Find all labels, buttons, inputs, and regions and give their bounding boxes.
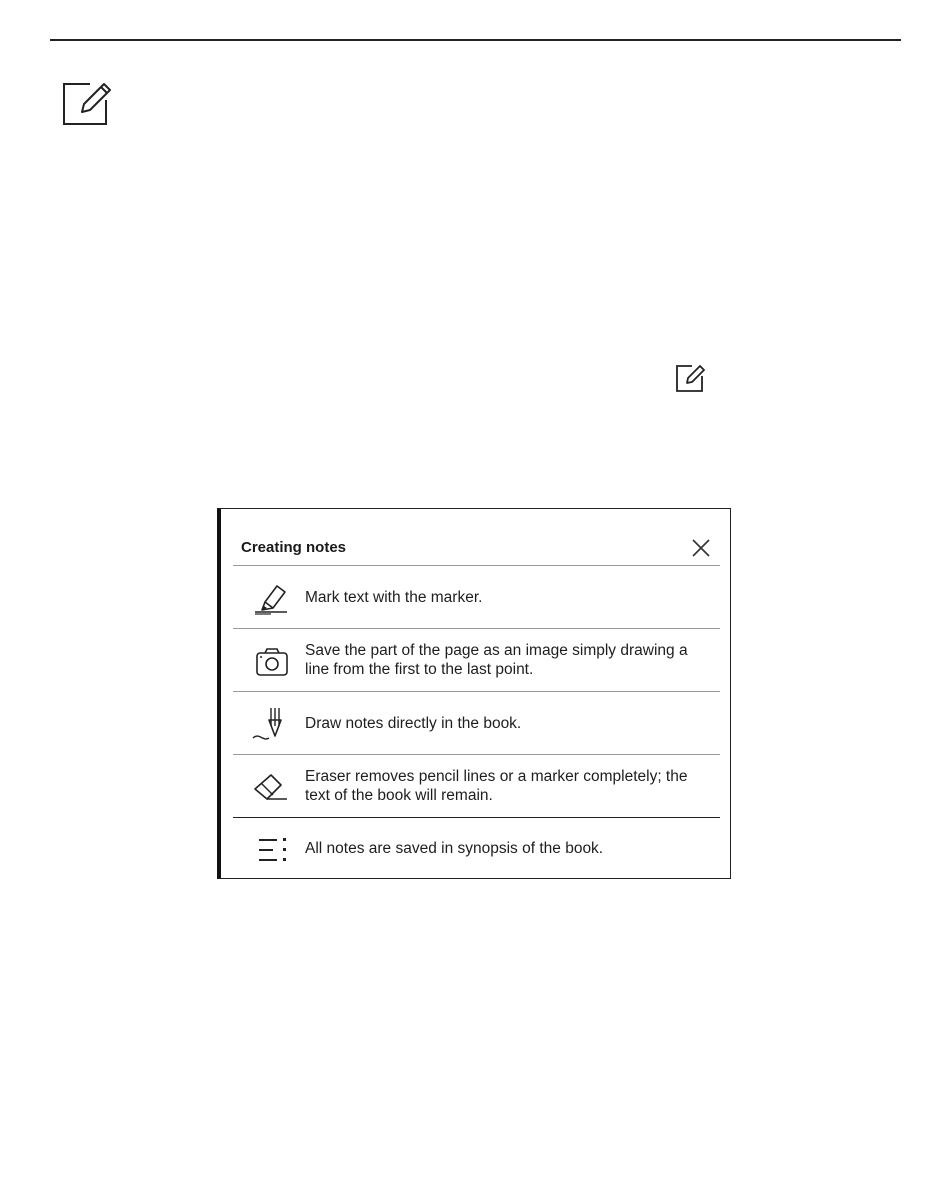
- close-icon[interactable]: [690, 537, 712, 559]
- list-item-pencil: [233, 691, 720, 754]
- list-item-marker: [233, 565, 720, 628]
- list-item-camera: [233, 628, 720, 691]
- inline-note-edit-icon: [674, 362, 706, 394]
- list-item-text: All notes are saved in synopsis of the book.: [305, 839, 604, 857]
- dialog-header: [241, 537, 718, 565]
- list-item-text: Eraser removes pencil lines or a marker completely; the text of the book will remain.: [305, 768, 688, 804]
- creating-notes-dialog: [217, 508, 731, 879]
- eraser-icon: [251, 769, 291, 805]
- list-item-eraser: [233, 754, 720, 817]
- note-edit-icon: [60, 78, 112, 128]
- list-item-synopsis: [233, 817, 720, 878]
- list-item-text: Draw notes directly in the book.: [305, 714, 522, 732]
- synopsis-list-icon: [251, 832, 291, 868]
- notes-tools-list: [233, 565, 720, 878]
- pencil-icon: [251, 706, 291, 742]
- camera-icon: [251, 643, 291, 679]
- dialog-title: Creating notes: [241, 539, 347, 556]
- list-item-text: Save the part of the page as an image simply drawing a line from the first to the last point.: [305, 642, 688, 678]
- top-rule: [50, 39, 901, 41]
- marker-icon: [251, 580, 291, 616]
- list-item-text: Mark text with the marker.: [305, 588, 483, 606]
